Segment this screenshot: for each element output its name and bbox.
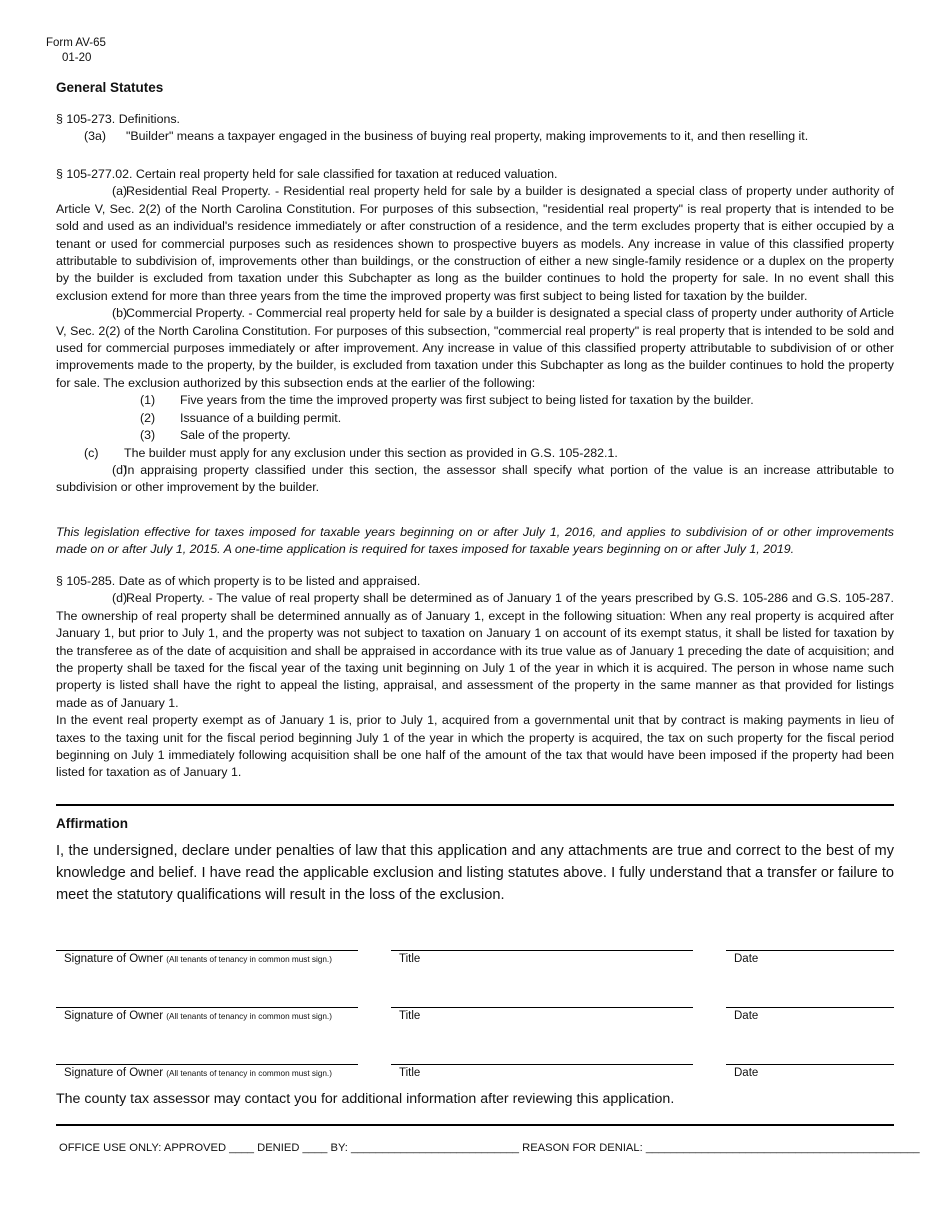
title-label: Title [399,1067,421,1079]
section-title-general-statutes: General Statutes [56,80,164,95]
subsection-label: (c) [84,445,99,460]
title-line[interactable] [391,1064,693,1065]
list-item [56,427,894,444]
subsection-c [56,445,894,462]
owner-signature-label [64,953,332,965]
subsection-label: (d) [112,591,128,606]
subsection-a [56,183,894,305]
section-divider [56,804,894,806]
affirmation-text: I, the undersigned, declare under penalties of law that this application and any attachments are true and correct to the best of my knowledge and belief. I have read the applicable exclusion and listing statutes above. I fully understand that a transfer or failure to meet the statutory qualifications will result in the loss of the exclusion. [56,843,894,903]
definition-label: (3a) [84,129,107,144]
list-item-label: (2) [140,410,156,425]
statute-105-273 [56,111,894,146]
section-title-affirmation: Affirmation [56,816,128,831]
contact-note: The county tax assessor may contact you for additional information after reviewing this application. [56,1091,675,1107]
owner-label-text: Signature of Owner [64,1067,164,1079]
owner-signature-line[interactable] [56,1007,358,1008]
date-line[interactable] [726,950,894,951]
title-line[interactable] [391,950,693,951]
office-use-only: OFFICE USE ONLY: APPROVED ____ DENIED ____ BY: ___________________________ REASON FOR DENIAL: ____________________________________________ [59,1142,920,1154]
owner-note-text: (All tenants of tenancy in common must sign.) [166,955,332,964]
list-item [56,392,894,409]
subsection-text: The builder must apply for any exclusion under this section as provided in G.S. 105-282.1. [124,445,618,460]
list-item-text: Five years from the time the improved property was first subject to being listed for taxation by the builder. [180,393,754,408]
owner-signature-label [64,1010,332,1022]
date-label: Date [734,1067,759,1079]
list-item [56,410,894,427]
subsection-label: (a) [112,184,128,199]
subsection-d [56,590,894,712]
owner-note-text: (All tenants of tenancy in common must sign.) [166,1069,332,1078]
owner-label-text: Signature of Owner [64,953,164,965]
office-use-divider [56,1124,894,1126]
owner-signature-line[interactable] [56,1064,358,1065]
subsection-text: Commercial Property. - Commercial real property held for sale by a builder is designated a special class of property under authority of Article V, Sec. 2(2) of the North Carolina Constitution. For purposes of this subsection, "commercial real property" is real property that is intended to be sold and used for commercial purposes immediately or after improvement. Any increase in value of this classified property attributable to subdivision of or other improvements made to the property, by the builder, is excluded from taxation under this Subchapter as long as the builder continues to hold the property for sale. The exclusion authorized by this subsection ends at the earlier of the following: [56,306,894,390]
subsection-d [56,462,894,497]
definition-item [56,128,894,145]
subsection-label: (d) [112,462,128,477]
owner-signature-line[interactable] [56,950,358,951]
date-label: Date [734,953,759,965]
subsection-b [56,305,894,392]
title-label: Title [399,1010,421,1022]
date-line[interactable] [726,1064,894,1065]
statute-heading: § 105-277.02. Certain real property held for sale classified for taxation at reduced valuation. [56,167,558,181]
owner-signature-label [64,1067,332,1079]
list-item-label: (1) [140,393,156,408]
owner-note-text: (All tenants of tenancy in common must sign.) [166,1012,332,1021]
form-identifier [46,36,106,66]
form-number: Form AV-65 [46,37,106,49]
definition-text: "Builder" means a taxpayer engaged in the business of buying real property, making improvements to it, and then reselling it. [126,129,809,144]
statute-heading: § 105-285. Date as of which property is to be listed and appraised. [56,574,421,588]
subsection-text: Residential Real Property. - Residential real property held for sale by a builder is designated a special class of property under authority of Article V, Sec. 2(2) of the North Carolina Constitution. For purposes of this subsection, "residential real property" is real property that is intended to be sold and used as an individual's residence immediately or after construction of a residence, and the term excludes property that is either occupied by a tenant or used for commercial purposes such as residences shown to prospective buyers as models. Any increase in value of this classified property attributable to subdivision of, improvements other than buildings, or the construction of either a new single-family residence or a duplex on the property by the builder is excluded from taxation under this Subchapter as long as the builder continues to hold the property for sale. In no event shall this exclusion extend for more than three years from the time the improved property was first subject to being listed for taxation by the builder. [56,184,894,303]
statute-heading: § 105-273. Definitions. [56,112,180,126]
list-item-label: (3) [140,428,156,443]
date-label: Date [734,1010,759,1022]
title-line[interactable] [391,1007,693,1008]
additional-provision: In the event real property exempt as of January 1 is, prior to July 1, acquired from a governmental unit that by contract is making payments in lieu of taxes to the taxing unit for the fiscal period beginning July 1 of the year in which the property is acquired, the tax on such property for the fiscal period beginning on July 1 immediately following acquisition shall be one half of the amount of the tax that would have been imposed if the property had been listed for taxation as of January 1. [56,713,894,780]
form-revision: 01-20 [62,52,92,64]
title-label: Title [399,953,421,965]
subsection-text: Real Property. - The value of real property shall be determined as of January 1 of the years prescribed by G.S. 105-286 and G.S. 105-287. The ownership of real property shall be determined annually as of January 1, except in the following situation: When any real property is acquired after January 1, but prior to July 1, and the property was not subject to taxation on January 1 on account of its exempt status, it shall be listed for taxation by the transferee as of the date of acquisition and shall be appraised in accordance with its true value as of January 1 preceding the date of acquisition; and the property shall be taxed for the fiscal year of the taxing unit beginning on July 1 of the year in which it is acquired. The person in whose name such property is listed shall have the right to appeal the listing, appraisal, and assessment of the property in the same manner as that provided for listings made as of January 1. [56,591,894,710]
list-item-text: Issuance of a building permit. [180,410,342,425]
owner-label-text: Signature of Owner [64,1010,164,1022]
list-item-text: Sale of the property. [180,428,291,443]
statute-105-285 [56,573,894,782]
subsection-text: In appraising property classified under this section, the assessor shall specify what portion of the value is an increase attributable to subdivision or other improvement by the builder. [56,462,894,495]
subsection-label: (b) [112,306,128,321]
date-line[interactable] [726,1007,894,1008]
effective-date-note: This legislation effective for taxes imposed for taxable years beginning on or after July 1, 2016, and applies to subdivision of or other improvements made on or after July 1, 2015. A one-time application is required for taxes imposed for taxable years beginning on or after July 1, 2019. [56,525,894,557]
statute-105-277-02 [56,166,894,497]
